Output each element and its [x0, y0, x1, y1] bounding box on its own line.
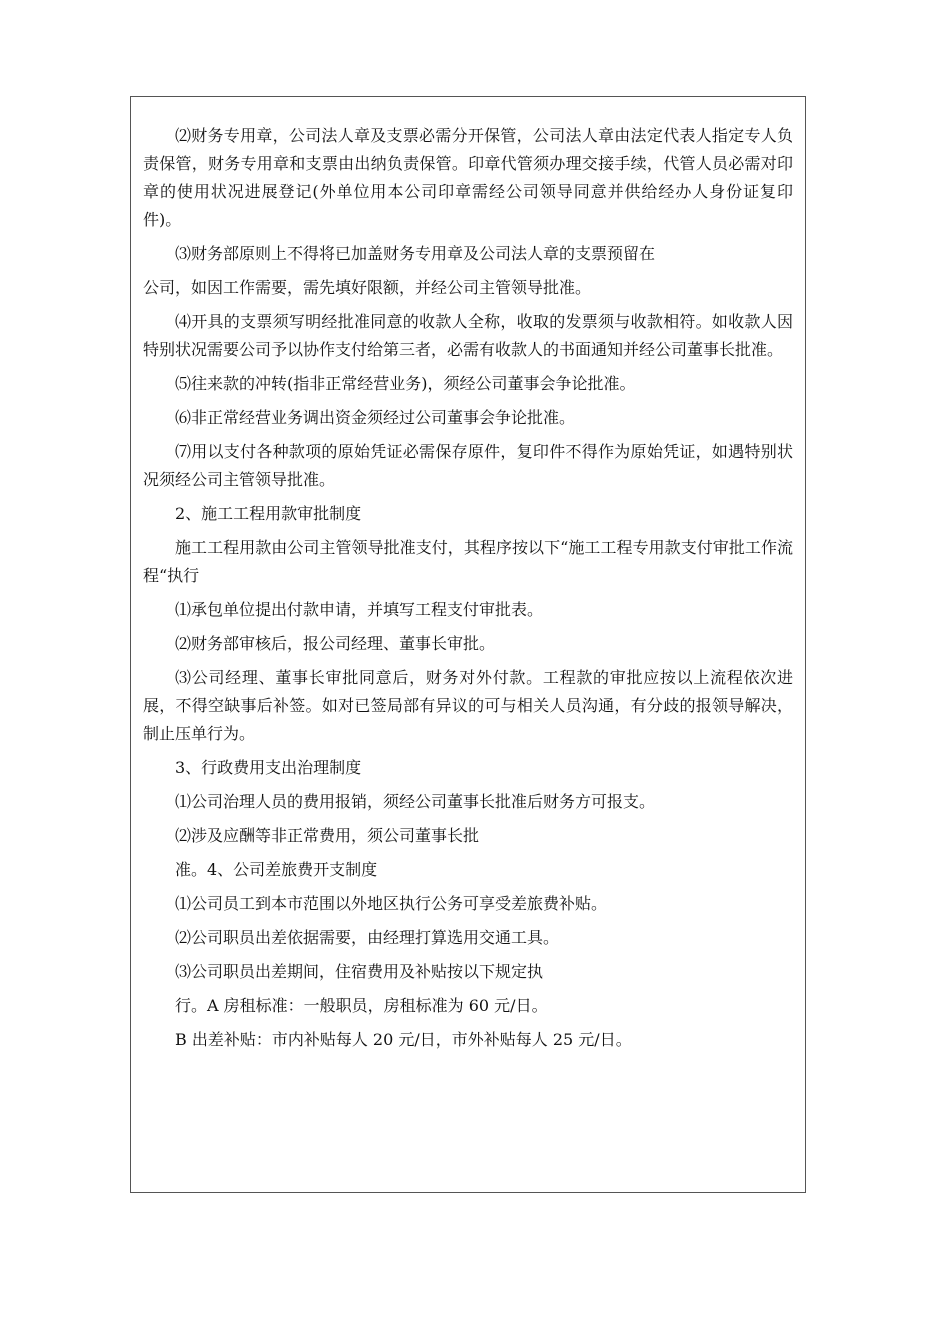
section-heading: 2、施工工程用款审批制度 [175, 504, 362, 523]
paragraph: 行。A 房租标准：一般职员，房租标准为 60 元/日。 [175, 996, 548, 1015]
paragraph: ⑵财务专用章，公司法人章及支票必需分开保管，公司法人章由法定代表人指定专人负责保管，财务专用章和支票由出纳负责保管。印章代管须办理交接手续，代管人员必需对印章的使用状况进展登记(外单位用本公司印章需经公司领导同意并供给经办人身份证复印件)。 [143, 126, 793, 229]
paragraph: ⑴公司员工到本市范围以外地区执行公务可享受差旅费补贴。 [175, 894, 608, 913]
paragraph: ⑶财务部原则上不得将已加盖财务专用章及公司法人章的支票预留在 [175, 244, 656, 263]
paragraph: ⑵涉及应酬等非正常费用，须公司董事长批 [175, 826, 480, 845]
document-frame [130, 96, 806, 1193]
paragraph: B 出差补贴：市内补贴每人 20 元/日，市外补贴每人 25 元/日。 [175, 1030, 632, 1049]
paragraph: ⑴承包单位提出付款申请，并填写工程支付审批表。 [175, 600, 544, 619]
paragraph: 准。4、公司差旅费开支制度 [175, 860, 378, 879]
paragraph: ⑸往来款的冲转(指非正常经营业务)，须经公司董事会争论批准。 [175, 374, 636, 393]
paragraph: ⑶公司经理、董事长审批同意后，财务对外付款。工程款的审批应按以上流程依次进展，不得空缺事后补签。如对已签局部有异议的可与相关人员沟通，有分歧的报领导解决，制止压单行为。 [143, 668, 793, 743]
paragraph: ⑵财务部审核后，报公司经理、董事长审批。 [175, 634, 496, 653]
paragraph: ⑵公司职员出差依据需要，由经理打算选用交通工具。 [175, 928, 560, 947]
section-heading: 3、行政费用支出治理制度 [175, 758, 362, 777]
paragraph: ⑷开具的支票须写明经批准同意的收款人全称，收取的发票须与收款相符。如收款人因特别状况需要公司予以协作支付给第三者，必需有收款人的书面通知并经公司董事长批准。 [143, 312, 793, 359]
paragraph: 施工工程用款由公司主管领导批准支付，其程序按以下“施工工程专用款支付审批工作流程“执行 [143, 538, 793, 585]
document-body [143, 122, 793, 1060]
paragraph: ⑶公司职员出差期间，住宿费用及补贴按以下规定执 [175, 962, 544, 981]
paragraph: 公司，如因工作需要，需先填好限额，并经公司主管领导批准。 [143, 278, 592, 297]
paragraph: ⑴公司治理人员的费用报销，须经公司董事长批准后财务方可报支。 [175, 792, 656, 811]
paragraph: ⑺用以支付各种款项的原始凭证必需保存原件，复印件不得作为原始凭证，如遇特别状况须经公司主管领导批准。 [143, 442, 793, 489]
paragraph: ⑹非正常经营业务调出资金须经过公司董事会争论批准。 [175, 408, 576, 427]
